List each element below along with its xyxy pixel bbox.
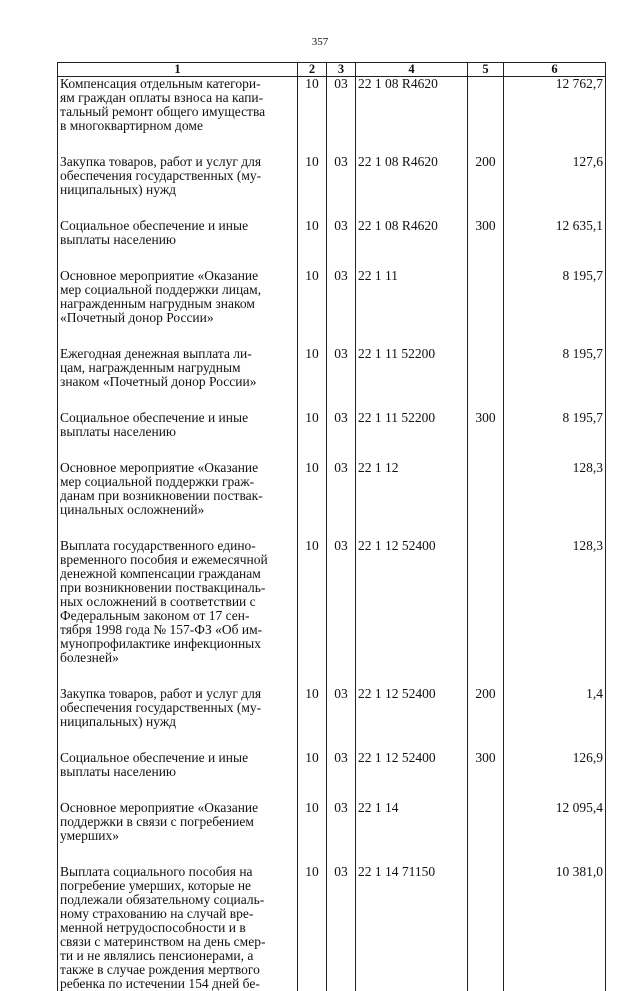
expense-type-code-cell: 300 xyxy=(468,411,504,461)
target-item-code-cell: 22 1 11 52200 xyxy=(356,347,468,411)
expense-name-cell xyxy=(58,865,298,991)
expense-name-text: Социальное обеспечение и иные выплаты населению xyxy=(60,410,249,439)
amount-cell: 8 195,7 xyxy=(504,269,606,347)
table-row xyxy=(58,687,606,751)
expense-type-code-cell xyxy=(468,77,504,156)
header-col-3: 3 xyxy=(327,63,356,77)
expense-name-text: Закупка товаров, работ и услуг для обеспечения государственных (му- ниципальных) нужд xyxy=(60,154,262,197)
expense-type-code-cell: 300 xyxy=(468,751,504,801)
table-row xyxy=(58,155,606,219)
target-item-code-cell: 22 1 12 52400 xyxy=(356,751,468,801)
expense-name-cell xyxy=(58,219,298,269)
expense-name-text: Основное мероприятие «Оказание мер социальной поддержки граж- данам при возникновении поствак- цинальных осложнений» xyxy=(60,460,263,517)
expense-name-text: Выплата социального пособия на погребение умерших, которые не подлежали обязательному социаль- ному страхованию на случай вре- менной нетрудоспособности и в связи с материнством на день смер- ти и не являлись пенсионерами, а также в случае рождения мертвого ребенка по истечении 154 дней бе- xyxy=(60,864,266,991)
amount-cell: 127,6 xyxy=(504,155,606,219)
subsection-code-cell: 03 xyxy=(327,411,356,461)
expense-type-code-cell xyxy=(468,539,504,687)
table-row xyxy=(58,347,606,411)
expense-name-text: Выплата государственного едино- временного пособия и ежемесячной денежной компенсации гражданам при возникновении поствакциналь- ных осложнений в соответствии с Федеральным законом от 17 сен- тября 1998 года № 157-ФЗ «Об им- мунопрофилактике инфекционных болезней» xyxy=(60,538,268,665)
subsection-code-cell: 03 xyxy=(327,219,356,269)
header-col-4: 4 xyxy=(356,63,468,77)
target-item-code-cell: 22 1 12 52400 xyxy=(356,687,468,751)
target-item-code-cell: 22 1 12 52400 xyxy=(356,539,468,687)
section-code-cell: 10 xyxy=(298,751,327,801)
subsection-code-cell: 03 xyxy=(327,801,356,865)
subsection-code-cell: 03 xyxy=(327,77,356,156)
table-row xyxy=(58,411,606,461)
target-item-code-cell: 22 1 12 xyxy=(356,461,468,539)
expense-name-text: Компенсация отдельным категори- ям граждан оплаты взноса на капи- тальный ремонт общего имущества в многоквартирном доме xyxy=(60,76,266,133)
expense-name-text: Социальное обеспечение и иные выплаты населению xyxy=(60,750,249,779)
page-number: 357 xyxy=(311,36,329,48)
header-row xyxy=(58,63,606,77)
subsection-code-cell: 03 xyxy=(327,155,356,219)
amount-cell: 1,4 xyxy=(504,687,606,751)
amount-cell: 12 635,1 xyxy=(504,219,606,269)
header-col-6: 6 xyxy=(504,63,606,77)
expense-name-cell xyxy=(58,687,298,751)
amount-cell: 12 095,4 xyxy=(504,801,606,865)
subsection-code-cell: 03 xyxy=(327,461,356,539)
target-item-code-cell: 22 1 08 R4620 xyxy=(356,155,468,219)
table-row xyxy=(58,539,606,687)
expense-name-text: Основное мероприятие «Оказание мер социальной поддержки лицам, награжденным нагрудным знаком «Почетный донор России» xyxy=(60,268,262,325)
amount-cell: 126,9 xyxy=(504,751,606,801)
section-code-cell: 10 xyxy=(298,461,327,539)
target-item-code-cell: 22 1 14 71150 xyxy=(356,865,468,991)
amount-cell: 8 195,7 xyxy=(504,347,606,411)
amount-cell: 128,3 xyxy=(504,461,606,539)
expense-name-cell xyxy=(58,269,298,347)
subsection-code-cell: 03 xyxy=(327,751,356,801)
expense-type-code-cell xyxy=(468,865,504,991)
expense-name-text: Социальное обеспечение и иные выплаты населению xyxy=(60,218,249,247)
budget-table xyxy=(57,62,606,991)
subsection-code-cell: 03 xyxy=(327,539,356,687)
target-item-code-cell: 22 1 11 52200 xyxy=(356,411,468,461)
amount-cell: 10 381,0 xyxy=(504,865,606,991)
section-code-cell: 10 xyxy=(298,269,327,347)
expense-type-code-cell xyxy=(468,347,504,411)
section-code-cell: 10 xyxy=(298,77,327,156)
expense-type-code-cell xyxy=(468,801,504,865)
expense-name-cell xyxy=(58,539,298,687)
target-item-code-cell: 22 1 11 xyxy=(356,269,468,347)
expense-type-code-cell xyxy=(468,461,504,539)
header-col-2: 2 xyxy=(298,63,327,77)
section-code-cell: 10 xyxy=(298,155,327,219)
table-row xyxy=(58,801,606,865)
expense-name-text: Основное мероприятие «Оказание поддержки в связи с погребением умерших» xyxy=(60,800,259,843)
expense-type-code-cell: 200 xyxy=(468,155,504,219)
section-code-cell: 10 xyxy=(298,865,327,991)
expense-name-cell xyxy=(58,155,298,219)
section-code-cell: 10 xyxy=(298,801,327,865)
expense-type-code-cell xyxy=(468,269,504,347)
expense-name-cell xyxy=(58,77,298,156)
header-col-5: 5 xyxy=(468,63,504,77)
subsection-code-cell: 03 xyxy=(327,347,356,411)
subsection-code-cell: 03 xyxy=(327,865,356,991)
subsection-code-cell: 03 xyxy=(327,269,356,347)
target-item-code-cell: 22 1 08 R4620 xyxy=(356,77,468,156)
section-code-cell: 10 xyxy=(298,539,327,687)
amount-cell: 8 195,7 xyxy=(504,411,606,461)
section-code-cell: 10 xyxy=(298,347,327,411)
expense-name-text: Ежегодная денежная выплата ли- цам, награжденным нагрудным знаком «Почетный донор России» xyxy=(60,346,257,389)
expense-type-code-cell: 200 xyxy=(468,687,504,751)
target-item-code-cell: 22 1 08 R4620 xyxy=(356,219,468,269)
expense-name-cell xyxy=(58,461,298,539)
expense-name-text: Закупка товаров, работ и услуг для обеспечения государственных (му- ниципальных) нужд xyxy=(60,686,262,729)
table-row xyxy=(58,219,606,269)
table-row xyxy=(58,461,606,539)
expense-name-cell xyxy=(58,411,298,461)
table-row xyxy=(58,77,606,156)
table-row xyxy=(58,865,606,991)
target-item-code-cell: 22 1 14 xyxy=(356,801,468,865)
table-row xyxy=(58,751,606,801)
table-row xyxy=(58,269,606,347)
subsection-code-cell: 03 xyxy=(327,687,356,751)
expense-name-cell xyxy=(58,751,298,801)
expense-name-cell xyxy=(58,801,298,865)
amount-cell: 12 762,7 xyxy=(504,77,606,156)
expense-type-code-cell: 300 xyxy=(468,219,504,269)
section-code-cell: 10 xyxy=(298,411,327,461)
header-col-1: 1 xyxy=(58,63,298,77)
expense-name-cell xyxy=(58,347,298,411)
section-code-cell: 10 xyxy=(298,687,327,751)
amount-cell: 128,3 xyxy=(504,539,606,687)
section-code-cell: 10 xyxy=(298,219,327,269)
